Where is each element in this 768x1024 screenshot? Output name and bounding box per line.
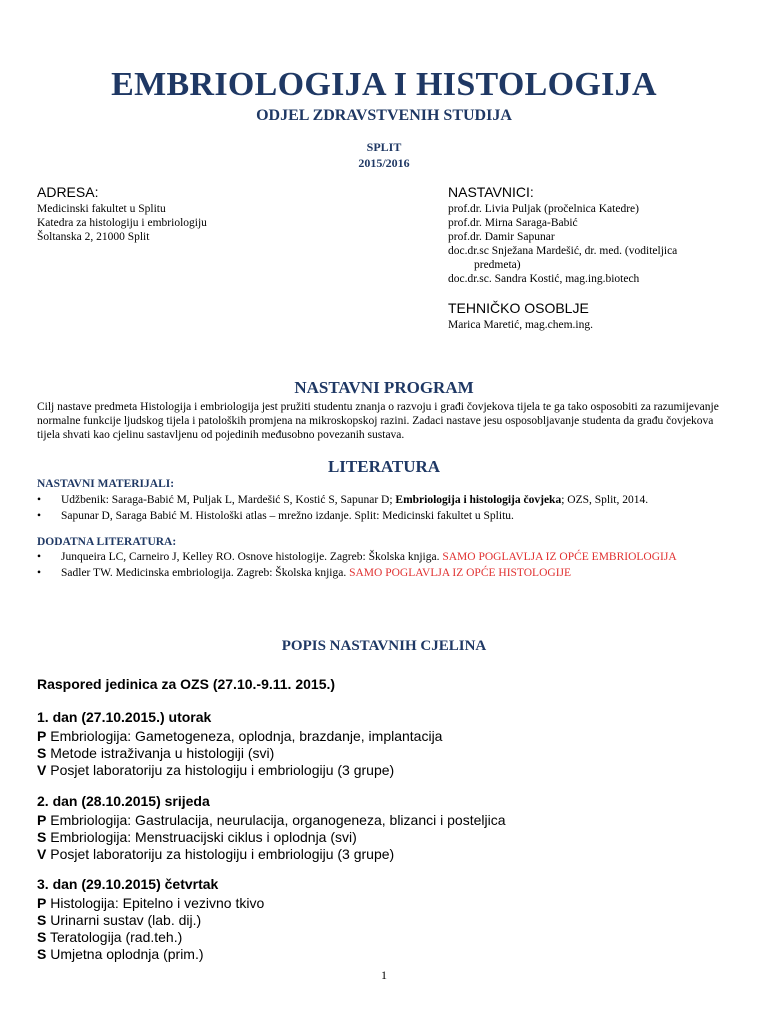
program-heading: NASTAVNI PROGRAM bbox=[294, 378, 474, 397]
schedule-row: P Histologija: Epitelno i vezivno tkivo bbox=[37, 895, 265, 911]
list-item: • Junqueira LC, Carneiro J, Kelley RO. Osnove histologije. Zagreb: Školska knjiga. SAMO POGLAVLJA IZ OPĆE EMBRIOLOGIJA bbox=[37, 551, 677, 563]
page-number: 1 bbox=[381, 968, 387, 982]
teacher-line: prof.dr. Livia Puljak (pročelnica Katedre) bbox=[448, 203, 639, 215]
day-title: 2. dan (28.10.2015) srijeda bbox=[37, 793, 210, 809]
address-line: Medicinski fakultet u Splitu bbox=[37, 203, 166, 215]
tech-staff-line: Marica Maretić, mag.chem.ing. bbox=[448, 319, 593, 331]
tech-staff-heading: TEHNIČKO OSOBLJE bbox=[448, 300, 589, 316]
additional-literature-heading: DODATNA LITERATURA: bbox=[37, 536, 177, 548]
schedule-row: S Embriologija: Menstruacijski ciklus i oplodnja (svi) bbox=[37, 829, 357, 845]
teachers-heading: NASTAVNICI: bbox=[448, 184, 534, 200]
address-heading: ADRESA: bbox=[37, 184, 99, 200]
materials-list bbox=[37, 493, 747, 525]
document-title: EMBRIOLOGIJA I HISTOLOGIJA bbox=[111, 66, 657, 103]
teacher-line: prof.dr. Mirna Saraga-Babić bbox=[448, 217, 578, 229]
list-item: • Udžbenik: Saraga-Babić M, Puljak L, Mardešić S, Kostić S, Sapunar D; Embriologija i histologija čovjeka; OZS, Split, 2014. bbox=[37, 494, 649, 506]
schedule-day bbox=[37, 793, 737, 863]
program-text: Cilj nastave predmeta Histologija i embriologija jest pružiti studentu znanja o razvoju i građi čovjekova tijela te ga tako osposobiti za razumijevanje normalne funkcije ljudskog tijela i patoloških promjena na mikroskopskoj razini. Zadaci nastave jesu osposobljavanje studenta da građu čovjekova tijela shvati kao cjelinu sastavljenu od pojedinih međusobno povezanih sustava. bbox=[37, 401, 719, 441]
list-item: • Sapunar D, Saraga Babić M. Histološki atlas – mrežno izdanje. Split: Medicinski fakultet u Splitu. bbox=[37, 510, 514, 522]
literature-heading: LITERATURA bbox=[327, 457, 441, 476]
teacher-line: predmeta) bbox=[474, 259, 521, 271]
city-label: SPLIT bbox=[366, 140, 402, 154]
bullet-icon: • bbox=[37, 510, 42, 522]
tech-staff-block bbox=[448, 300, 748, 332]
schedule-row: V Posjet laboratoriju za histologiju i embriologiju (3 grupe) bbox=[37, 762, 395, 778]
teacher-line: doc.dr.sc Snježana Mardešić, dr. med. (voditeljica bbox=[448, 245, 678, 257]
materials-heading: NASTAVNI MATERIJALI: bbox=[37, 478, 175, 490]
schedule-row: S Urinarni sustav (lab. dij.) bbox=[37, 912, 202, 928]
schedule-row: P Embriologija: Gastrulacija, neurulacija, organogeneza, blizanci i posteljica bbox=[37, 812, 506, 828]
schedule-row: P Embriologija: Gametogeneza, oplodnja, brazdanje, implantacija bbox=[37, 728, 443, 744]
schedule-row: V Posjet laboratoriju za histologiju i embriologiju (3 grupe) bbox=[37, 846, 395, 862]
day-title: 3. dan (29.10.2015) četvrtak bbox=[37, 876, 219, 892]
schedule-day bbox=[37, 709, 737, 779]
list-item: • Sadler TW. Medicinska embriologija. Zagreb: Školska knjiga. SAMO POGLAVLJA IZ OPĆE HISTOLOGIJE bbox=[37, 567, 572, 579]
address-line: Katedra za histologiju i embriologiju bbox=[37, 217, 207, 229]
bullet-icon: • bbox=[37, 567, 42, 579]
schedule-row: S Metode istraživanja u histologiji (svi) bbox=[37, 745, 275, 761]
teachers-block bbox=[448, 184, 748, 286]
address-line: Šoltanska 2, 21000 Split bbox=[37, 231, 150, 243]
address-block bbox=[37, 184, 357, 244]
day-title: 1. dan (27.10.2015.) utorak bbox=[37, 709, 212, 725]
schedule-row: S Umjetna oplodnja (prim.) bbox=[37, 946, 204, 962]
document-subtitle: ODJEL ZDRAVSTVENIH STUDIJA bbox=[256, 107, 512, 124]
bullet-icon: • bbox=[37, 551, 42, 563]
schedule-day bbox=[37, 876, 737, 963]
teacher-line: prof.dr. Damir Sapunar bbox=[448, 231, 555, 243]
schedule-heading: POPIS NASTAVNIH CJELINA bbox=[281, 638, 487, 654]
schedule-row: S Teratologija (rad.teh.) bbox=[37, 929, 183, 945]
additional-literature-list bbox=[37, 550, 747, 582]
academic-year: 2015/2016 bbox=[358, 156, 410, 170]
schedule-subheading: Raspored jedinica za OZS (27.10.-9.11. 2015.) bbox=[37, 676, 336, 692]
bullet-icon: • bbox=[37, 494, 42, 506]
teacher-line: doc.dr.sc. Sandra Kostić, mag.ing.biotech bbox=[448, 273, 640, 285]
